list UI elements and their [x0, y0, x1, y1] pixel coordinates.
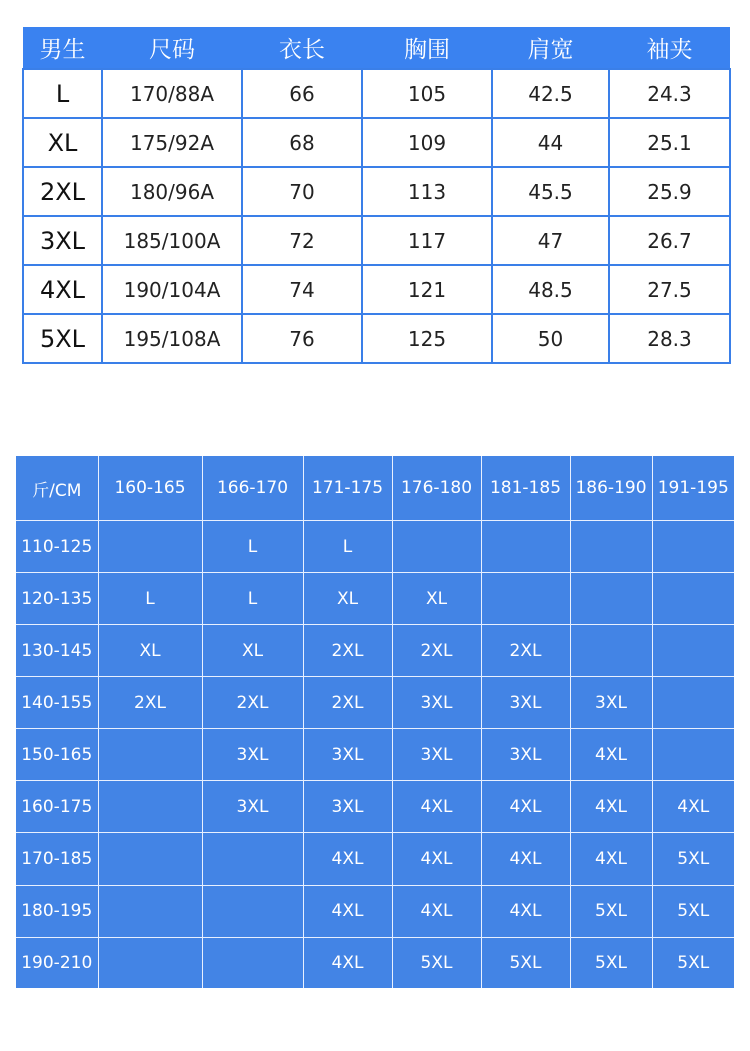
shoulder-value: 42.5 [492, 69, 609, 118]
size-code: 195/108A [102, 314, 242, 363]
size-recommendation: 5XL [652, 833, 734, 885]
chest-value: 105 [362, 69, 492, 118]
header-gender: 男生 [23, 27, 102, 69]
size-code: 180/96A [102, 167, 242, 216]
size-recommendation: 4XL [392, 781, 481, 833]
height-range: 191-195 [652, 456, 734, 521]
table-row [23, 118, 730, 167]
size-recommendation: 4XL [303, 885, 392, 937]
size-table-header [23, 27, 730, 69]
size-recommendation: 4XL [570, 729, 652, 781]
size-recommendation: 5XL [392, 937, 481, 988]
table-row [16, 729, 734, 781]
header-size-code: 尺码 [102, 27, 242, 69]
size-recommendation [652, 521, 734, 573]
size-recommendation: 3XL [481, 677, 570, 729]
table-row [16, 937, 734, 988]
chest-value: 109 [362, 118, 492, 167]
size-recommendation: 5XL [677, 952, 710, 973]
header-shoulder: 肩宽 [492, 27, 609, 69]
size-recommendation: 4XL [570, 833, 652, 885]
length-value: 72 [242, 216, 362, 265]
size-recommendation [392, 521, 481, 573]
height-range: 181-185 [481, 456, 570, 521]
table-row [23, 265, 730, 314]
size-code: 185/100A [102, 216, 242, 265]
armhole-value: 28.3 [609, 314, 730, 363]
weight-range: 130-145 [16, 625, 98, 677]
size-recommendation [481, 521, 570, 573]
height-range: 186-190 [570, 456, 652, 521]
size-recommendation: 3XL [392, 677, 481, 729]
size-recommendation [652, 625, 734, 677]
size-recommendation: 3XL [570, 677, 652, 729]
size-recommendation [570, 625, 652, 677]
size-recommendation: 3XL [202, 729, 303, 781]
table-row [23, 167, 730, 216]
size-recommendation: XL [303, 573, 392, 625]
size-recommendation [98, 885, 202, 937]
size-label: 5XL [23, 314, 102, 363]
shoulder-value: 47 [492, 216, 609, 265]
chest-value: 125 [362, 314, 492, 363]
weight-range: 170-185 [16, 833, 98, 885]
length-value: 74 [242, 265, 362, 314]
size-recommendation: 4XL [481, 885, 570, 937]
length-value: 76 [242, 314, 362, 363]
size-recommendation: L [303, 521, 392, 573]
size-recommendation: L [202, 573, 303, 625]
size-recommendation: XL [202, 625, 303, 677]
shoulder-value: 45.5 [492, 167, 609, 216]
armhole-value: 27.5 [609, 265, 730, 314]
header-length: 衣长 [242, 27, 362, 69]
armhole-value: 25.9 [609, 167, 730, 216]
table-row [16, 677, 734, 729]
size-recommendation [652, 677, 734, 729]
size-recommendation: 4XL [303, 833, 392, 885]
size-recommendation [202, 833, 303, 885]
size-lookup-panel [16, 456, 734, 988]
table-row [16, 521, 734, 573]
weight-range: 140-155 [16, 677, 98, 729]
armhole-value: 25.1 [609, 118, 730, 167]
size-recommendation: 4XL [481, 781, 570, 833]
shoulder-value: 44 [492, 118, 609, 167]
size-recommendation: XL [392, 573, 481, 625]
weight-range: 150-165 [16, 729, 98, 781]
size-recommendation [98, 833, 202, 885]
size-recommendation: 5XL [570, 885, 652, 937]
size-recommendation: 3XL [202, 781, 303, 833]
lookup-header-row [16, 456, 734, 521]
size-code: 190/104A [102, 265, 242, 314]
size-label: 3XL [23, 216, 102, 265]
shoulder-value: 48.5 [492, 265, 609, 314]
table-row [16, 625, 734, 677]
size-code: 170/88A [102, 69, 242, 118]
weight-range: 110-125 [16, 521, 98, 573]
height-range: 171-175 [303, 456, 392, 521]
size-recommendation: L [202, 521, 303, 573]
size-recommendation: XL [98, 625, 202, 677]
size-recommendation: 3XL [481, 729, 570, 781]
size-recommendation: 4XL [303, 937, 392, 988]
table-row [23, 69, 730, 118]
shoulder-value: 50 [492, 314, 609, 363]
armhole-value: 26.7 [609, 216, 730, 265]
size-label: 2XL [23, 167, 102, 216]
size-recommendation: 3XL [392, 729, 481, 781]
table-row [16, 573, 734, 625]
size-recommendation [202, 937, 303, 988]
table-row [23, 216, 730, 265]
size-recommendation [98, 781, 202, 833]
size-recommendation: 5XL [481, 937, 570, 988]
size-recommendation: 4XL [570, 781, 652, 833]
size-recommendation [652, 729, 734, 781]
size-recommendation: 2XL [303, 625, 392, 677]
armhole-value: 24.3 [609, 69, 730, 118]
size-code: 175/92A [102, 118, 242, 167]
size-recommendation [98, 937, 202, 988]
size-recommendation: 4XL [481, 833, 570, 885]
table-row [16, 781, 734, 833]
size-measurement-table [22, 27, 731, 364]
size-recommendation: 2XL [392, 625, 481, 677]
size-recommendation [98, 521, 202, 573]
height-range: 176-180 [392, 456, 481, 521]
size-recommendation [481, 573, 570, 625]
size-recommendation [98, 729, 202, 781]
length-value: 66 [242, 69, 362, 118]
size-recommendation: L [98, 573, 202, 625]
size-label: L [23, 69, 102, 118]
size-recommendation: 4XL [392, 885, 481, 937]
chest-value: 113 [362, 167, 492, 216]
size-label: XL [23, 118, 102, 167]
size-recommendation: 3XL [303, 729, 392, 781]
table-row [16, 833, 734, 885]
chest-value: 121 [362, 265, 492, 314]
header-chest: 胸围 [362, 27, 492, 69]
height-range: 160-165 [98, 456, 202, 521]
weight-range: 160-175 [16, 781, 98, 833]
table-row [23, 314, 730, 363]
weight-range: 190-210 [16, 937, 98, 988]
size-recommendation [652, 573, 734, 625]
weight-height-lookup-table [16, 456, 734, 988]
header-armhole: 袖夹 [609, 27, 730, 69]
size-recommendation [570, 573, 652, 625]
size-recommendation: 3XL [303, 781, 392, 833]
weight-range: 120-135 [16, 573, 98, 625]
weight-range: 180-195 [16, 885, 98, 937]
size-recommendation: 2XL [481, 625, 570, 677]
size-recommendation: 5XL [570, 937, 652, 988]
size-recommendation: 4XL [392, 833, 481, 885]
size-recommendation: 4XL [652, 781, 734, 833]
table-row [16, 885, 734, 937]
size-recommendation [570, 521, 652, 573]
height-range: 166-170 [202, 456, 303, 521]
chest-value: 117 [362, 216, 492, 265]
size-label: 4XL [23, 265, 102, 314]
size-recommendation: 2XL [303, 677, 392, 729]
corner-label: 斤/CM [16, 456, 98, 521]
size-recommendation: 2XL [98, 677, 202, 729]
size-recommendation: 5XL [652, 885, 734, 937]
length-value: 68 [242, 118, 362, 167]
size-recommendation [202, 885, 303, 937]
size-recommendation: 2XL [202, 677, 303, 729]
length-value: 70 [242, 167, 362, 216]
